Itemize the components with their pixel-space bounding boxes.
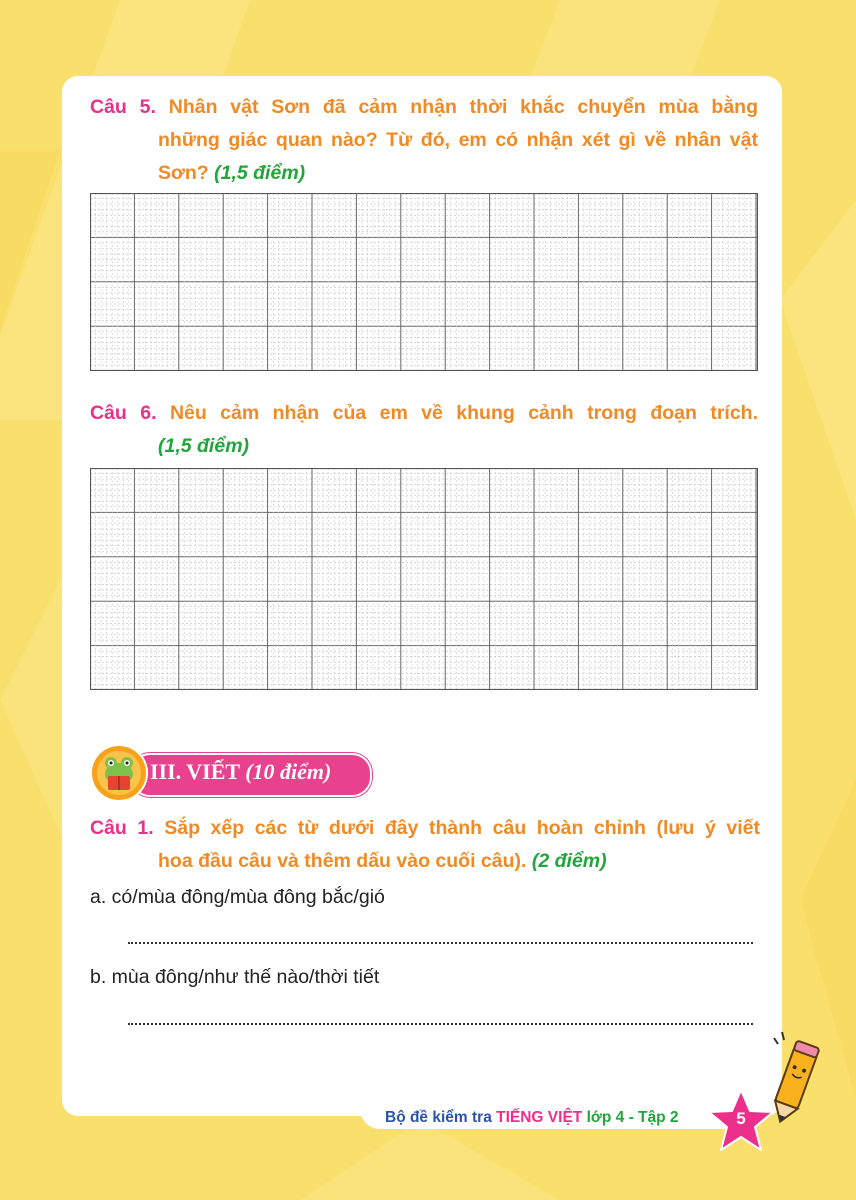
question-text-line: những giác quan nào? Từ đó, em có nhận xét gì về nhân vật: [158, 129, 758, 151]
question-text-line: Sơn?: [158, 162, 209, 184]
pencil-mascot-icon: [760, 1028, 830, 1128]
footer-title: Bộ đề kiểm tra TIẾNG VIỆT lớp 4 - Tập 2: [385, 1109, 679, 1126]
item-a: a. có/mùa đông/mùa đông bắc/gió: [90, 886, 385, 908]
question-text-line: Nhân vật Sơn đã cảm nhận thời khắc chuyển mùa bằng: [168, 96, 758, 118]
question-points: (2 điểm): [531, 850, 607, 872]
section-banner: [90, 744, 380, 802]
item-b: b. mùa đông/như thế nào/thời tiết: [90, 966, 380, 988]
question-points: (1,5 điểm): [214, 162, 306, 184]
question-text-line: hoa đầu câu và thêm dấu vào cuối câu).: [158, 850, 527, 872]
question-text-line: Sắp xếp các từ dưới đây thành câu hoàn chỉnh (lưu ý viết: [164, 817, 760, 839]
question-6: [90, 397, 758, 463]
answer-line-b[interactable]: [128, 1023, 753, 1025]
answer-grid-question-6[interactable]: [90, 468, 758, 690]
page-number: 5: [736, 1109, 746, 1128]
question-number: Câu 6.: [90, 402, 157, 424]
writing-question-1: [90, 812, 760, 878]
question-5: [90, 91, 758, 190]
section-title: III. VIẾT (10 điểm): [150, 759, 332, 784]
question-number: Câu 5.: [90, 96, 156, 118]
question-text-line: Nêu cảm nhận của em về khung cảnh trong đoạn trích.: [169, 402, 759, 424]
answer-line-a[interactable]: [128, 942, 753, 944]
question-points: (1,5 điểm): [158, 435, 250, 457]
frog-reading-icon: [90, 744, 148, 802]
answer-grid-question-5[interactable]: [90, 193, 758, 371]
question-number: Câu 1.: [90, 817, 154, 839]
